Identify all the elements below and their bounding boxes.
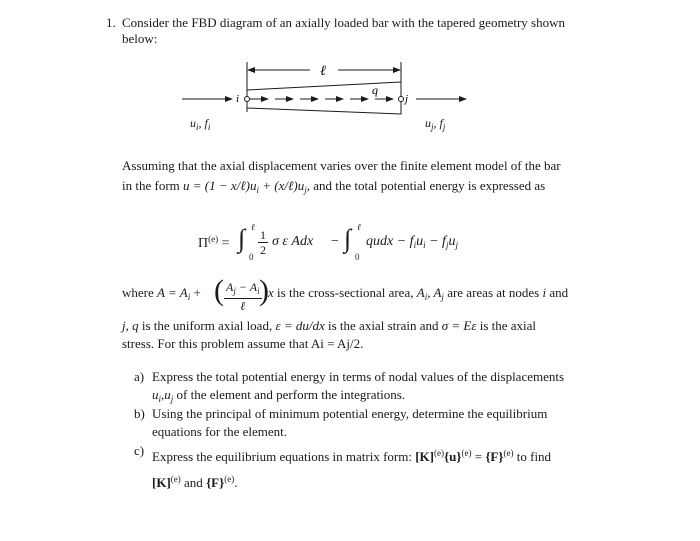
length-label: ℓ bbox=[320, 64, 326, 79]
question-item-b bbox=[134, 405, 604, 441]
integral-sign-1: ∫ bbox=[238, 224, 246, 253]
integral-1-lower: 0 bbox=[249, 252, 254, 262]
item-b-text: Using the principal of minimum potential energy, determine the equilibrium equations for the element. bbox=[152, 406, 548, 439]
paren-open: ( bbox=[214, 274, 224, 307]
item-a-text: Express the total potential energy in terms of nodal values of the displacements $u_i,u_j$ of the element and perform the integrations. bbox=[152, 369, 565, 404]
area-fraction: $A_j - A_i$ ℓ bbox=[226, 280, 260, 313]
left-force-label: $u_i$, $f_i$ bbox=[190, 116, 211, 132]
energy-lhs: Π bbox=[198, 236, 209, 251]
problem-intro-line2: below: bbox=[122, 31, 158, 46]
integral-sign-2: ∫ bbox=[344, 224, 352, 253]
node-i-label: i bbox=[236, 93, 240, 105]
item-c-text: Express the equilibrium equations in matrix form: $[K]^{(e)}\{u\}^{(e)} = \{F\}^{(e)}$ to find $[K]^{(e)}$ and $\{F\}^{(e)}$. bbox=[152, 448, 552, 490]
node-j bbox=[399, 97, 404, 102]
integral-1-upper: ℓ bbox=[251, 222, 255, 232]
problem-number: 1. bbox=[106, 15, 116, 30]
definitions-line2: stress. For this problem assume that Ai = Aj/2. bbox=[122, 336, 364, 351]
definitions-line1: j, q is the uniform axial load, ε = du/dx is the axial strain and σ = Eε is the axial bbox=[122, 318, 537, 333]
integral-2-lower: 0 bbox=[355, 252, 360, 262]
half-fraction: $\frac{1}{2}$ bbox=[260, 228, 266, 257]
question-item-c bbox=[134, 442, 604, 490]
energy-minus: − bbox=[331, 234, 339, 249]
assumption-line1: Assuming that the axial displacement varies over the finite element model of the bar bbox=[122, 158, 561, 173]
question-item-a bbox=[134, 368, 604, 404]
energy-term1: σ ε Adx bbox=[272, 234, 314, 249]
assumption-line2: in the form $u = (1 - x/\ell)u_i$ + $(x/\ell)u_j$, and the total potential energy is expressed as bbox=[122, 178, 546, 195]
problem-page: 1. Consider the FBD diagram of an axially loaded bar with the tapered geometry shown below: ℓ q i j $u_i$, $f_i$ $u_j$, $f_j$ Assuming that the axial displacement varies over the finite element model of the bar in the form $u = (1 - x/\ell)u_i$ + $(x/\ell)u_j$, and the total potential energy is expressed as $\Pi^{(e)}$ = ∫ ℓ 0 $\frac{1}{2}$ σ ε Adx − ∫ ℓ 0 qudx − $f_iu_i - f_ju_j$ where $A = A_i$ + ( $A_j - A_i$ ℓ ) x is the cross-sectional area, $A_i$, $A_j$ are areas at nodes i and j, q is the uniform axial load, ε = du/dx is the axial strain and σ = Eε is the axial stress. For this problem assume that Ai = Aj/2. a) Express the total potential energy in terms of nodal values of the displacements $u_i,u_j$ of the element and perform the integrations. b) Using the principal of minimum potential energy, determine the equilibrium equations for the element. c) Express the equilibrium equations in matrix form: $[K]^{(e)}\{u\}^{(e)} = \{F\}^{(e)}$ to find $[K]^{(e)}$ and $\{F\}^{(e)}$. bbox=[0, 0, 700, 541]
energy-term2: qudx − $f_iu_i - f_ju_j$ bbox=[366, 234, 458, 250]
item-b-label: b) bbox=[134, 406, 145, 421]
node-i bbox=[245, 97, 250, 102]
load-label: q bbox=[372, 83, 378, 97]
integral-2-upper: ℓ bbox=[357, 222, 361, 232]
paren-close: ) bbox=[259, 274, 269, 307]
node-j-label: j bbox=[405, 93, 409, 105]
item-a-label: a) bbox=[134, 369, 145, 384]
item-c-label: c) bbox=[134, 443, 145, 458]
problem-intro-line1: Consider the FBD diagram of an axially loaded bar with the tapered geometry shown bbox=[122, 15, 565, 30]
right-force-label: $u_j$, $f_j$ bbox=[425, 116, 446, 132]
